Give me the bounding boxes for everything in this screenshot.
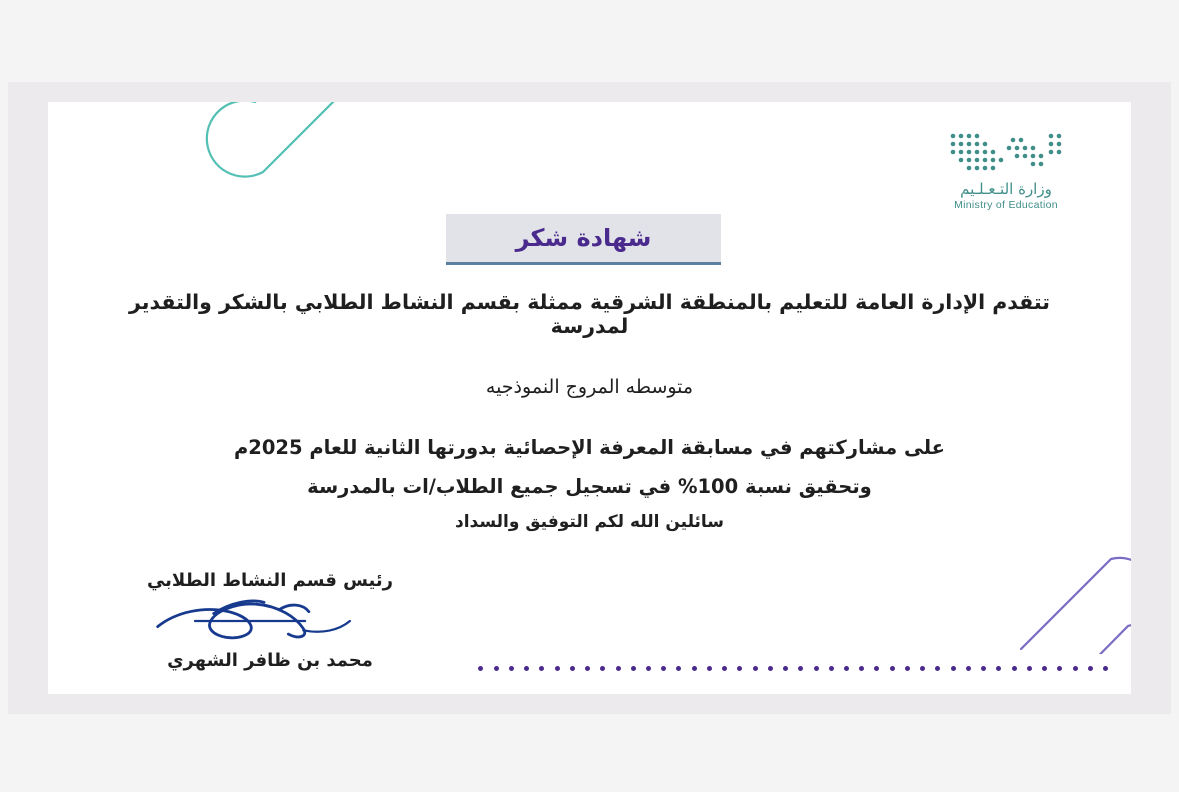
school-name: متوسطه المروج النموذجيه	[485, 376, 694, 398]
body-line-3: على مشاركتهم في مسابقة المعرفة الإحصائية بدورتها الثانية للعام 2025م	[234, 436, 945, 459]
ministry-logo-english: Ministry of Education	[954, 199, 1058, 211]
certificate-title: شهادة شكر	[515, 224, 652, 252]
ministry-dot-pattern-icon	[947, 130, 1065, 176]
slide-frame	[8, 82, 1171, 714]
swoosh-bottom-right-icon	[1016, 524, 1131, 654]
signature-role: رئيس قسم النشاط الطلابي	[146, 570, 394, 591]
signature-mark-icon	[139, 593, 400, 649]
ministry-logo	[916, 130, 1096, 211]
signature-name: محمد بن ظافر الشهري	[167, 650, 373, 671]
ministry-logo-arabic: وزارة التـعـلـيم	[960, 180, 1052, 198]
certificate-title-banner	[446, 214, 721, 265]
body-line-5: سائلين الله لكم التوفيق والسداد	[454, 512, 725, 532]
certificate-body	[48, 290, 1131, 532]
certificate-canvas	[48, 102, 1131, 694]
dotted-divider	[478, 665, 1108, 672]
swoosh-top-left-icon	[203, 102, 373, 202]
body-line-4: وتحقيق نسبة 100% في تسجيل جميع الطلاب/ات بالمدرسة	[307, 475, 872, 498]
signature-block	[120, 570, 420, 671]
body-line-1: تتقدم الإدارة العامة للتعليم بالمنطقة الشرقية ممثلة بقسم النشاط الطلابي بالشكر والتقدير لمدرسة	[129, 290, 1050, 338]
